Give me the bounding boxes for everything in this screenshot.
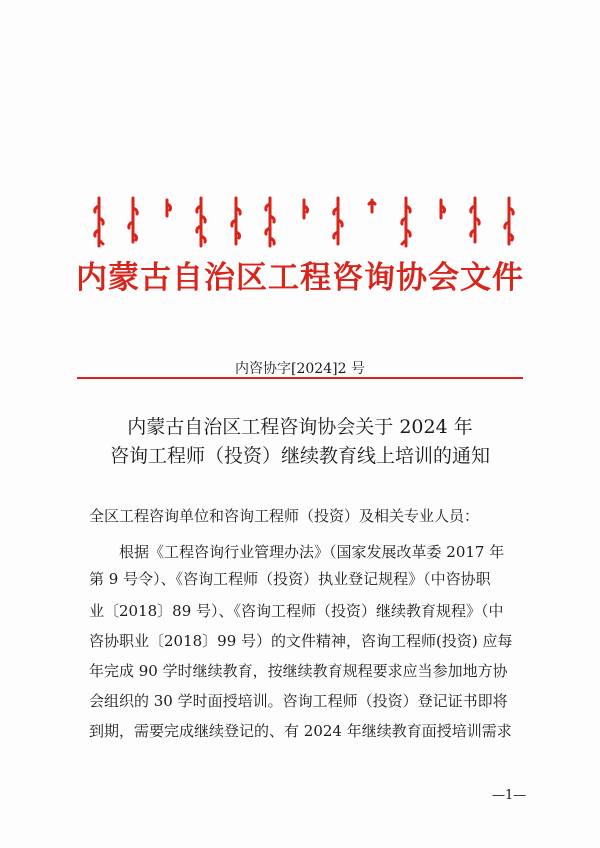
- mongolian-word: [126, 196, 140, 248]
- notice-title: [0, 413, 600, 471]
- mongolian-word: [502, 196, 516, 248]
- mongolian-word: [399, 196, 413, 248]
- body-line: 业〔2018〕89 号）、《咨询工程师（投资）继续教育规程》（中: [89, 602, 504, 620]
- mongolian-word: [331, 196, 345, 248]
- body-line: 会组织的 30 学时面授培训。咨询工程师（投资）登记证书即将: [89, 692, 508, 710]
- body-line: 年完成 90 学时继续教育，按继续教育规程要求应当参加地方协: [89, 662, 508, 680]
- mongolian-word: [297, 196, 311, 248]
- red-separator-line: [77, 377, 523, 379]
- mongolian-word: [92, 196, 106, 248]
- body-line: 根据《工程咨询行业管理办法》（国家发展改革委 2017 年: [119, 543, 505, 561]
- mongolian-word: [365, 196, 379, 248]
- mongolian-word: [468, 196, 482, 248]
- notice-title-line-1: 内蒙古自治区工程咨询协会关于 2024 年: [127, 416, 473, 438]
- mongolian-word: [194, 196, 208, 248]
- body-line: 第 9 号令）、《咨询工程师（投资）执业登记规程》（中咨协职: [89, 570, 491, 588]
- document-number: 内咨协字[2024]2 号: [235, 361, 365, 377]
- body-line: 咨协职业〔2018〕99 号）的文件精神，咨询工程师(投资) 应每: [89, 632, 513, 650]
- mongolian-word: [434, 196, 448, 248]
- body-line: 到期，需要完成继续登记的、有 2024 年继续教育面授培训需求: [89, 722, 512, 740]
- mongolian-word: [263, 196, 277, 248]
- mongolian-script-header: [92, 196, 516, 252]
- issuing-organization-title: 内蒙古自治区工程咨询协会文件: [76, 260, 524, 296]
- mongolian-word: [160, 196, 174, 248]
- mongolian-word: [229, 196, 243, 248]
- salutation: 全区工程咨询单位和咨询工程师（投资）及相关专业人员：: [89, 507, 480, 525]
- page-number: —1—: [492, 788, 527, 803]
- notice-title-line-2: 咨询工程师（投资）继续教育线上培训的通知: [109, 445, 490, 467]
